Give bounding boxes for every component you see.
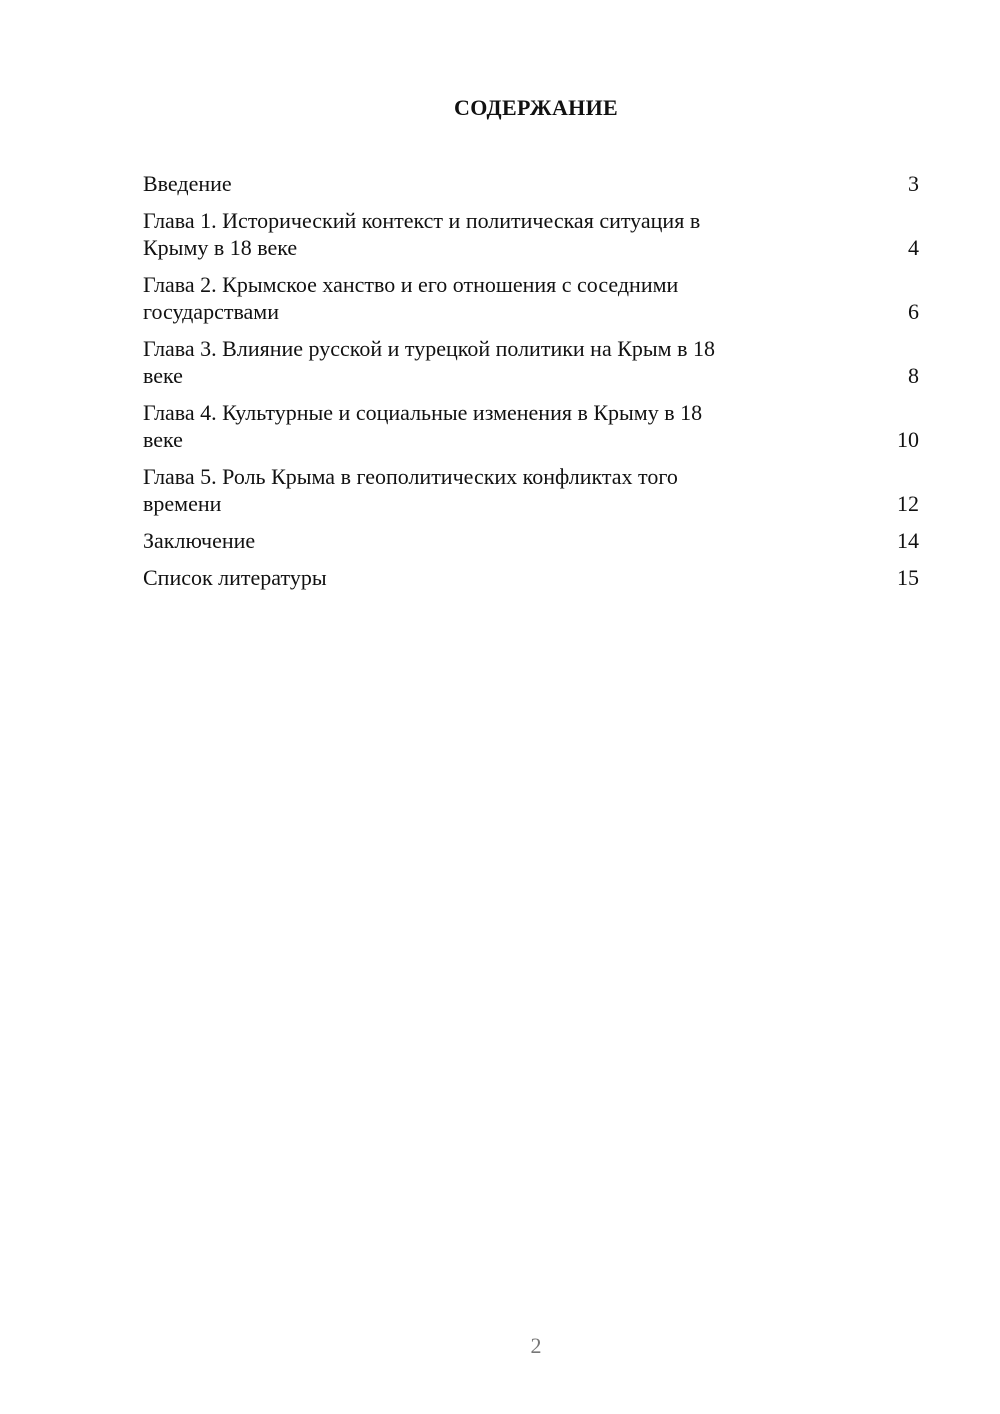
toc-entry-chapter-4 (143, 399, 919, 453)
toc-entry-page-number: 6 (908, 299, 919, 324)
toc-entry-label: Список литературы (143, 565, 327, 590)
page-title: СОДЕРЖАНИЕ (454, 95, 618, 120)
toc-entry-chapter-1 (143, 207, 919, 261)
toc-entry-introduction (143, 170, 919, 197)
page-number: 2 (530, 1333, 542, 1358)
toc-entry-label: Глава 4. Культурные и социальные изменения в Крыму в 18 веке (143, 400, 703, 452)
toc-entry-page-number: 4 (908, 235, 919, 260)
toc-entry-page-number: 12 (897, 491, 919, 516)
toc-entry-page-number: 3 (908, 171, 919, 196)
toc-entry-page-number: 14 (897, 528, 919, 553)
toc-entry-bibliography (143, 564, 919, 591)
toc-entry-chapter-5 (143, 463, 919, 517)
toc-entry-page-number: 8 (908, 363, 919, 388)
toc-entry-page-number: 10 (897, 427, 919, 452)
toc-entry-label: Заключение (143, 528, 256, 553)
toc-entry-label: Глава 3. Влияние русской и турецкой политики на Крым в 18 веке (143, 336, 715, 388)
toc-entry-chapter-3 (143, 335, 919, 389)
toc-entry-page-number: 15 (897, 565, 919, 590)
toc-entry-label: Введение (143, 171, 232, 196)
toc-entry-label: Глава 2. Крымское ханство и его отношения с соседними государствами (143, 272, 679, 324)
toc-entry-chapter-2 (143, 271, 919, 325)
toc-entry-label: Глава 5. Роль Крыма в геополитических конфликтах того времени (143, 464, 678, 516)
toc-entry-conclusion (143, 527, 919, 554)
table-of-contents (143, 170, 919, 601)
toc-entry-label: Глава 1. Исторический контекст и политическая ситуация в Крыму в 18 веке (143, 208, 701, 260)
